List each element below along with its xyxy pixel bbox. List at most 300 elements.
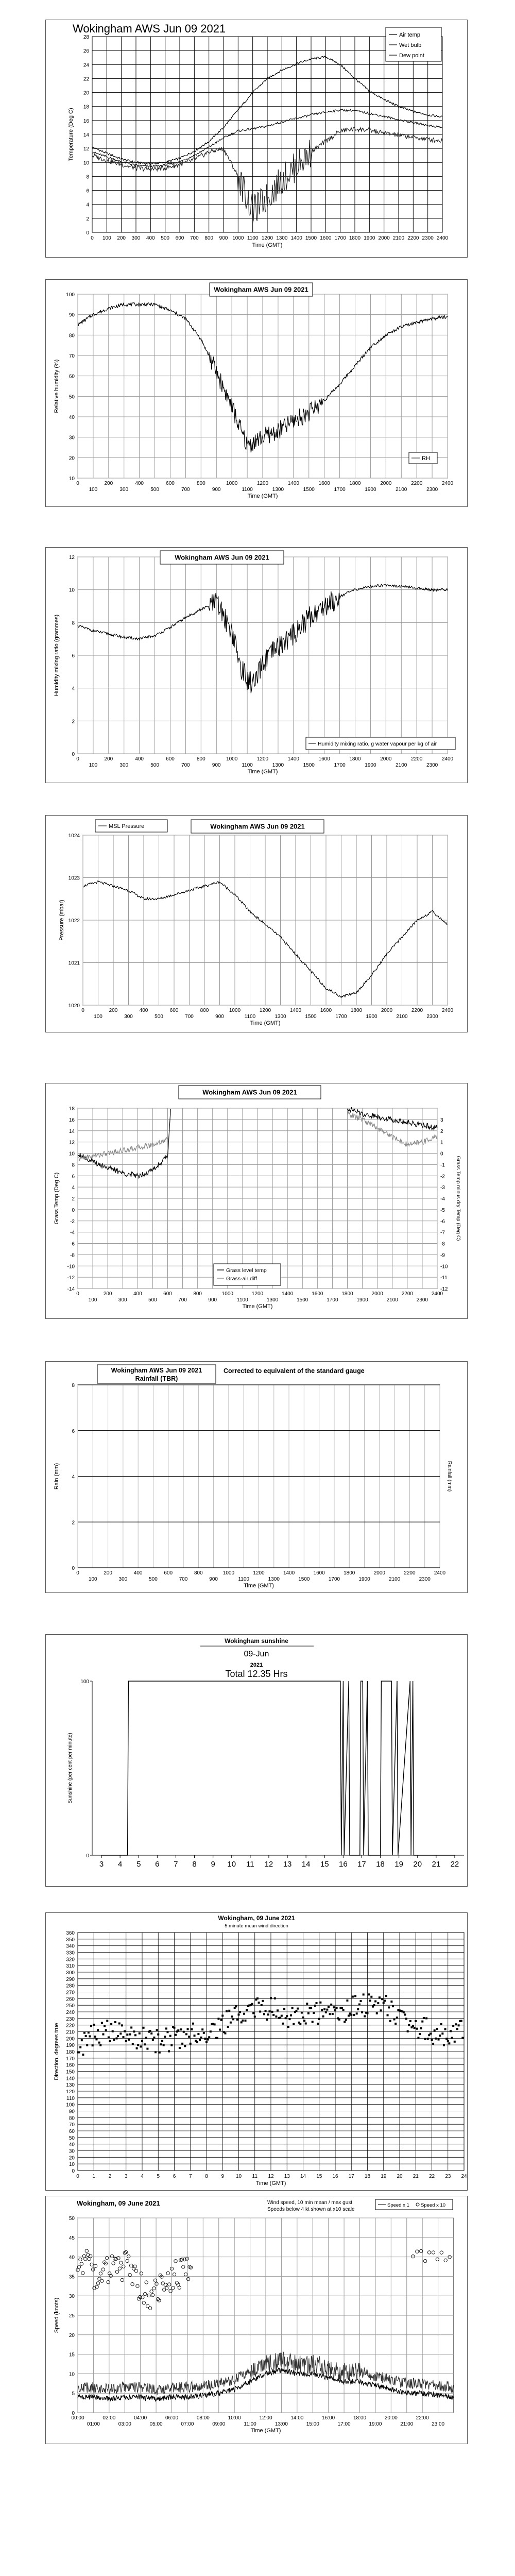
direction-point — [342, 2009, 345, 2011]
y-tick-label: 20 — [68, 2155, 75, 2161]
y-axis-label: Relative humidity (%) — [54, 359, 60, 413]
direction-point — [312, 2021, 314, 2023]
x-tick-label: 6 — [173, 2174, 176, 2179]
x-tick-label: 2100 — [396, 762, 407, 768]
wind-direction-chart-panel — [45, 1912, 468, 2191]
y-tick-label: 20 — [68, 455, 75, 462]
y-tick-label: 1023 — [68, 875, 80, 882]
y-tick-label: 0 — [72, 752, 75, 757]
legend-label: MSL Pressure — [109, 823, 145, 829]
y-tick-label: 70 — [68, 2122, 75, 2128]
x-tick-label: 0 — [76, 1570, 79, 1576]
direction-point — [117, 2035, 119, 2037]
y-tick-label: 0 — [72, 2411, 75, 2416]
y-tick-label: 120 — [66, 2089, 75, 2095]
x-tick-label: 2400 — [436, 235, 449, 241]
x-tick-label: 700 — [181, 487, 190, 493]
direction-point — [385, 1995, 387, 1997]
y-tick-label: 10 — [68, 2162, 75, 2168]
x-tick-label: 800 — [194, 1570, 203, 1576]
direction-point — [95, 2038, 97, 2040]
x-tick-label: 11 — [252, 2174, 258, 2179]
direction-point — [389, 2020, 391, 2022]
direction-point — [454, 2041, 456, 2043]
y-right-tick-label: 2 — [440, 1128, 443, 1134]
y-tick-label: 170 — [66, 2056, 75, 2062]
direction-point — [79, 2046, 81, 2048]
direction-point — [388, 2006, 390, 2008]
direction-point — [180, 2028, 182, 2030]
y-tick-label: 10 — [68, 2371, 75, 2378]
x-tick-label: 2300 — [422, 235, 434, 241]
direction-point — [266, 2019, 268, 2021]
direction-point — [140, 2045, 142, 2047]
x-tick-label: 1000 — [226, 481, 238, 486]
x-tick-label: 15 — [320, 1860, 329, 1869]
x-tick-label: 900 — [209, 1577, 218, 1582]
direction-point — [323, 2008, 325, 2010]
x-tick-label: 1500 — [297, 1297, 308, 1303]
chart-note: Speeds below 4 kt shown at x10 scale — [267, 2207, 355, 2212]
direction-point — [262, 2000, 264, 2002]
x-tick-label: 1600 — [318, 756, 330, 762]
x-tick-label: 200 — [104, 481, 113, 486]
direction-point — [216, 2037, 218, 2039]
x-tick-label: 400 — [135, 756, 144, 762]
legend-label: Speed x 1 — [387, 2202, 409, 2208]
direction-point — [242, 2020, 244, 2022]
temperature-chart-panel — [45, 20, 468, 258]
x-tick-label: 600 — [169, 1008, 179, 1013]
direction-point — [230, 2022, 232, 2024]
direction-point — [136, 2047, 138, 2049]
direction-point — [174, 2027, 176, 2029]
x-tick-label: 600 — [163, 1291, 172, 1297]
x-tick-label: 1100 — [237, 1297, 248, 1303]
direction-point — [191, 2028, 193, 2030]
direction-point — [321, 2009, 323, 2011]
x-tick-label: 2400 — [441, 1008, 454, 1013]
direction-point — [144, 2043, 146, 2045]
direction-point — [334, 2009, 336, 2011]
direction-point — [290, 2014, 292, 2016]
x-tick-label: 19:00 — [369, 2421, 382, 2427]
direction-point — [109, 2040, 111, 2042]
y-tick-label: 180 — [66, 2049, 75, 2055]
y-tick-label: 30 — [68, 2148, 75, 2155]
x-tick-label: 400 — [133, 1291, 142, 1297]
direction-point — [267, 2013, 269, 2015]
y-tick-label: 200 — [66, 2036, 75, 2042]
direction-point — [350, 2014, 352, 2016]
y-tick-label: -6 — [70, 1241, 75, 1247]
x-tick-label: 900 — [212, 762, 221, 768]
direction-point — [451, 2037, 453, 2039]
x-tick-label: 1200 — [261, 235, 273, 241]
direction-point — [204, 2038, 206, 2040]
x-tick-label: 800 — [193, 1291, 202, 1297]
y-axis-label: Speed (knots) — [54, 2297, 60, 2333]
direction-point — [238, 2013, 240, 2015]
x-tick-label: 900 — [219, 235, 228, 241]
y-right-tick-label: -3 — [440, 1185, 445, 1191]
x-tick-label: 100 — [89, 762, 98, 768]
x-tick-label: 12:00 — [259, 2415, 272, 2421]
x-tick-label: 1700 — [335, 1014, 347, 1020]
y-right-tick-label: -11 — [440, 1275, 448, 1281]
y-axis-label: Rain (mm) — [54, 1463, 60, 1490]
y-tick-label: 18 — [68, 1106, 75, 1112]
x-tick-label: 2400 — [441, 481, 454, 486]
direction-point — [256, 1997, 259, 1999]
direction-point — [241, 2021, 243, 2023]
x-tick-label: 1500 — [305, 1014, 317, 1020]
x-tick-label: 1300 — [268, 1577, 280, 1582]
direction-point — [368, 1993, 370, 1995]
x-tick-label: 1400 — [287, 481, 299, 486]
direction-point — [344, 2021, 346, 2023]
x-tick-label: 800 — [204, 235, 214, 241]
x-tick-label: 600 — [166, 481, 175, 486]
y-tick-label: 45 — [68, 2235, 75, 2241]
x-tick-label: 19 — [394, 1860, 403, 1869]
x-tick-label: 1200 — [256, 756, 269, 762]
temperature-chart — [46, 20, 467, 257]
direction-point — [157, 2033, 159, 2036]
x-tick-label: 1900 — [365, 762, 376, 768]
x-tick-label: 04:00 — [134, 2415, 147, 2421]
x-tick-label: 2100 — [389, 1577, 401, 1582]
x-tick-label: 1100 — [238, 1577, 249, 1582]
x-tick-label: 700 — [178, 1297, 187, 1303]
y-tick-label: 4 — [86, 202, 89, 208]
direction-point — [412, 2025, 414, 2027]
direction-point — [384, 1999, 386, 2002]
direction-point — [416, 2028, 418, 2030]
x-tick-label: 7 — [188, 2174, 192, 2179]
x-tick-label: 800 — [196, 481, 205, 486]
y-tick-label: 2 — [72, 1196, 75, 1202]
x-tick-label: 06:00 — [165, 2415, 179, 2421]
direction-point — [170, 2044, 173, 2046]
direction-point — [295, 2010, 297, 2012]
direction-point — [407, 2030, 409, 2032]
x-tick-label: 02:00 — [102, 2415, 116, 2421]
direction-point — [461, 2037, 464, 2039]
x-tick-label: 14 — [301, 1860, 311, 1869]
y-tick-label: 15 — [68, 2352, 75, 2358]
y-right-tick-label: -4 — [440, 1196, 445, 1202]
direction-point — [283, 2008, 285, 2010]
direction-point — [205, 2041, 208, 2043]
y-tick-label: 12 — [68, 1140, 75, 1146]
direction-point — [168, 2050, 170, 2053]
direction-point — [221, 2014, 224, 2016]
direction-point — [364, 2015, 366, 2018]
x-axis-label: Time (GMT) — [255, 2180, 286, 2187]
y-tick-label: 150 — [66, 2069, 75, 2075]
x-tick-label: 5 — [136, 1860, 141, 1869]
x-tick-label: 2400 — [431, 1291, 443, 1297]
chart-title: Wokingham AWS Jun 09 2021 — [175, 553, 269, 562]
y-tick-label: 8 — [72, 1383, 75, 1388]
x-tick-label: 2300 — [416, 1297, 428, 1303]
chart-note: Corrected to equivalent of the standard gauge — [224, 1367, 365, 1375]
direction-point — [184, 2045, 186, 2047]
y-tick-label: 5 — [72, 2391, 75, 2397]
direction-point — [177, 2029, 179, 2031]
x-tick-label: 100 — [88, 1577, 97, 1582]
direction-point — [336, 2007, 338, 2009]
x-tick-label: 1300 — [272, 762, 284, 768]
direction-point — [423, 2017, 425, 2019]
y-axis-label: Sunshine (per cent per minute) — [67, 1733, 73, 1804]
x-tick-label: 1100 — [242, 762, 253, 768]
x-tick-label: 16 — [339, 1860, 348, 1869]
x-tick-label: 400 — [135, 481, 144, 486]
x-tick-label: 22 — [450, 1860, 459, 1869]
direction-point — [259, 2011, 261, 2013]
x-tick-label: 900 — [212, 487, 221, 493]
direction-point — [139, 2032, 141, 2035]
direction-point — [118, 2022, 121, 2024]
x-tick-label: 2200 — [401, 1291, 413, 1297]
x-tick-label: 1600 — [320, 1008, 332, 1013]
x-tick-label: 8 — [192, 1860, 197, 1869]
direction-point — [102, 2033, 104, 2036]
x-tick-label: 18 — [364, 2174, 371, 2179]
direction-point — [363, 1993, 365, 1995]
direction-point — [456, 2028, 458, 2030]
x-tick-label: 2200 — [411, 756, 423, 762]
y-tick-label: 160 — [66, 2062, 75, 2069]
direction-point — [93, 2024, 95, 2026]
direction-point — [129, 2033, 131, 2036]
y-tick-label: 6 — [72, 1428, 75, 1434]
x-tick-label: 1900 — [366, 1014, 377, 1020]
x-tick-label: 500 — [148, 1297, 157, 1303]
rainfall-chart — [46, 1362, 467, 1592]
x-tick-label: 600 — [164, 1570, 173, 1576]
direction-point — [185, 2033, 187, 2035]
x-tick-label: 2 — [108, 2174, 112, 2179]
direction-point — [379, 1996, 381, 1998]
x-tick-label: 2000 — [373, 1570, 385, 1576]
x-tick-label: 100 — [94, 1014, 102, 1020]
y-tick-label: 10 — [68, 587, 75, 594]
direction-point — [447, 2040, 449, 2042]
direction-point — [175, 2034, 177, 2036]
direction-point — [424, 2038, 426, 2040]
x-tick-label: 800 — [196, 756, 205, 762]
x-tick-label: 13 — [284, 2174, 290, 2179]
x-tick-label: 500 — [154, 1014, 163, 1020]
direction-point — [97, 2029, 99, 2031]
direction-point — [297, 2008, 299, 2010]
x-tick-label: 1600 — [320, 235, 332, 241]
x-tick-label: 2200 — [404, 1570, 416, 1576]
y-tick-label: 16 — [83, 118, 89, 124]
x-tick-label: 500 — [161, 235, 170, 241]
x-tick-label: 900 — [208, 1297, 217, 1303]
x-tick-label: 1900 — [365, 487, 376, 493]
x-tick-label: 15 — [316, 2174, 322, 2179]
direction-point — [361, 2011, 363, 2013]
x-tick-label: 1500 — [303, 762, 315, 768]
y-tick-label: 0 — [86, 1853, 89, 1859]
direction-point — [291, 2007, 294, 2009]
direction-point — [306, 2003, 308, 2005]
x-tick-label: 18:00 — [353, 2415, 367, 2421]
x-tick-label: 2300 — [426, 487, 438, 493]
chart-year: 2021 — [250, 1662, 263, 1668]
x-tick-label: 0 — [76, 1291, 79, 1297]
direction-point — [130, 2026, 132, 2028]
direction-point — [458, 2024, 460, 2026]
direction-point — [303, 2020, 305, 2022]
x-tick-label: 15:00 — [306, 2421, 319, 2427]
y-tick-label: 1024 — [68, 833, 80, 839]
direction-point — [220, 2019, 222, 2021]
x-tick-label: 5 — [157, 2174, 160, 2179]
x-tick-label: 0 — [81, 1008, 84, 1013]
direction-point — [317, 2023, 319, 2025]
x-tick-label: 1500 — [305, 235, 317, 241]
direction-point — [408, 2024, 410, 2026]
direction-point — [143, 2027, 145, 2029]
x-tick-label: 200 — [109, 1008, 118, 1013]
x-tick-label: 200 — [104, 1570, 112, 1576]
x-tick-label: 22:00 — [416, 2415, 429, 2421]
direction-point — [112, 2030, 114, 2032]
y-tick-label: 14 — [68, 1128, 75, 1134]
grass-temp-chart — [46, 1083, 467, 1318]
y-tick-label: 290 — [66, 1976, 75, 1982]
y-tick-label: 90 — [68, 312, 75, 318]
direction-point — [196, 2041, 198, 2043]
x-axis-label: Time (GMT) — [247, 493, 278, 499]
direction-point — [310, 2007, 312, 2009]
direction-point — [443, 2044, 445, 2046]
direction-point — [387, 2014, 389, 2016]
direction-point — [326, 2009, 328, 2011]
x-tick-label: 1900 — [356, 1297, 368, 1303]
y-tick-label: 30 — [68, 435, 75, 441]
direction-point — [217, 2018, 219, 2020]
x-tick-label: 13 — [283, 1860, 292, 1869]
x-tick-label: 1500 — [298, 1577, 310, 1582]
x-tick-label: 1300 — [274, 1014, 286, 1020]
x-tick-label: 100 — [88, 1297, 97, 1303]
y-axis-label: Direction, degrees true — [54, 2023, 60, 2080]
direction-point — [370, 1996, 372, 1998]
x-tick-label: 1300 — [276, 235, 288, 241]
direction-point — [245, 2020, 247, 2022]
direction-point — [419, 2033, 421, 2035]
chart-subtitle: Rainfall (TBR) — [135, 1375, 178, 1382]
direction-point — [439, 2035, 441, 2037]
x-tick-label: 9 — [221, 2174, 225, 2179]
x-tick-label: 19 — [381, 2174, 387, 2179]
x-tick-label: 0 — [76, 2174, 79, 2179]
direction-point — [125, 2040, 127, 2042]
y-tick-label: 60 — [68, 374, 75, 380]
x-tick-label: 2000 — [381, 1008, 393, 1013]
direction-point — [286, 2015, 288, 2017]
direction-point — [156, 2029, 158, 2031]
direction-point — [219, 2029, 221, 2031]
sunshine-chart — [46, 1635, 467, 1886]
direction-point — [352, 1995, 354, 1997]
direction-point — [99, 2044, 101, 2046]
direction-point — [82, 2054, 84, 2056]
chart-title: Wokingham AWS Jun 09 2021 — [214, 285, 308, 294]
x-tick-label: 11:00 — [244, 2421, 256, 2427]
x-tick-label: 300 — [119, 762, 129, 768]
x-tick-label: 700 — [181, 762, 190, 768]
y-tick-label: 330 — [66, 1950, 75, 1956]
direction-point — [161, 2040, 163, 2042]
y-tick-label: 320 — [66, 1957, 75, 1963]
legend-label: Grass level temp — [226, 1267, 267, 1274]
legend-label: Wet bulb — [399, 42, 422, 48]
y-tick-label: 50 — [68, 2216, 75, 2222]
y-tick-label: 6 — [72, 1174, 75, 1180]
x-tick-label: 200 — [103, 1291, 112, 1297]
direction-point — [159, 2052, 161, 2054]
x-tick-label: 13:00 — [274, 2421, 288, 2427]
y-tick-label: 50 — [68, 2135, 75, 2141]
chart-title: Wokingham AWS Jun 09 2021 — [210, 822, 305, 831]
x-tick-label: 05:00 — [149, 2421, 163, 2427]
y-tick-label: 90 — [68, 2109, 75, 2115]
y-tick-label: 6 — [86, 188, 89, 194]
x-tick-label: 21 — [432, 1860, 441, 1869]
x-tick-label: 4 — [141, 2174, 144, 2179]
direction-point — [285, 2017, 287, 2019]
direction-point — [105, 2029, 107, 2031]
x-tick-label: 1300 — [272, 487, 284, 493]
chart-subtitle: 5 minute mean wind direction — [225, 1923, 288, 1929]
y-tick-label: 8 — [86, 174, 89, 180]
x-axis-label: Time (GMT) — [250, 1020, 281, 1026]
x-tick-label: 17:00 — [337, 2421, 351, 2427]
x-tick-label: 1600 — [313, 1570, 325, 1576]
y-tick-label: -12 — [67, 1275, 75, 1281]
y-tick-label: 35 — [68, 2274, 75, 2280]
y-tick-label: 130 — [66, 2082, 75, 2089]
direction-point — [194, 2035, 196, 2037]
chart-title: Wokingham AWS Jun 09 2021 — [202, 1088, 297, 1096]
y-tick-label: 300 — [66, 1970, 75, 1976]
y-tick-label: 50 — [68, 394, 75, 400]
x-tick-label: 1200 — [253, 1570, 265, 1576]
x-tick-label: 10 — [235, 2174, 242, 2179]
x-tick-label: 1400 — [290, 235, 302, 241]
direction-point — [89, 2035, 91, 2037]
x-tick-label: 1800 — [344, 1570, 355, 1576]
direction-point — [277, 2009, 279, 2011]
direction-point — [381, 1998, 383, 2000]
y-tick-label: 0 — [86, 230, 89, 236]
direction-point — [369, 1999, 371, 2002]
y-tick-label: 12 — [83, 146, 89, 152]
x-tick-label: 1200 — [251, 1291, 264, 1297]
direction-point — [431, 2039, 433, 2041]
direction-point — [415, 2020, 417, 2022]
direction-point — [210, 2030, 212, 2032]
x-tick-label: 2000 — [380, 481, 392, 486]
